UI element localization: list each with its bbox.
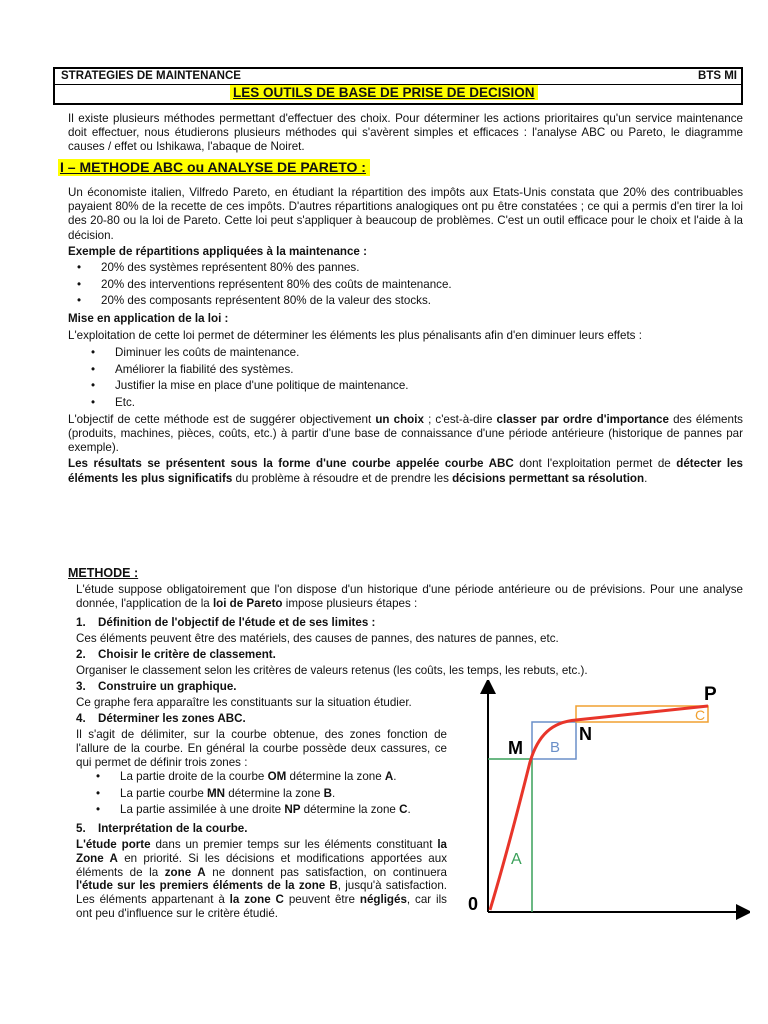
label-origin: 0 (468, 894, 479, 914)
list-item: • Etc. (115, 395, 409, 412)
example-title: Exemple de répartitions appliquées à la maintenance : (68, 245, 367, 258)
step-5-title: 5. Interprétation de la courbe. (76, 822, 248, 835)
pareto-abc-diagram (460, 680, 750, 930)
header-class: BTS MI (698, 70, 737, 82)
list-item: • 20% des interventions représentent 80% des coûts de maintenance. (101, 277, 452, 294)
objective-paragraph: L'objectif de cette méthode est de suggérer objectivement un choix ; c'est-à-dire classer par ordre d'importance des éléments (produits, machines, pièces, coûts, etc.) à partir d'une base de connaissance d'une période antérieure (historique de pannes par exemple). (68, 413, 743, 455)
list-item: • Améliorer la fiabilité des systèmes. (115, 362, 409, 379)
zone-a-label: A (511, 851, 522, 868)
list-item-zone-c: • La partie assimilée à une droite NP détermine la zone C. (120, 802, 411, 819)
label-p: P (704, 684, 717, 705)
label-m: M (508, 738, 523, 758)
page-header (53, 67, 743, 105)
label-n: N (579, 724, 592, 744)
pareto-paragraph: Un économiste italien, Vilfredo Pareto, en étudiant la répartition des impôts aux Etats-Unis constata que 20% des contribuables payaient 80% de la recette de ces impôts. D'autres répartitions analogiques ont pu être constatées ; ce qui a permis d'en tirer la loi des 20-80 ou la loi de Pareto. Cette loi peut s'appliquer à beaucoup de problèmes. C'est un outil efficace pour le choix et l'aide à la décision. (68, 186, 743, 242)
step-5-text: L'étude porte dans un premier temps sur les éléments constituant la Zone A en priorité. Si les décisions et modifications apportées aux éléments de la zone A ne donnent pas satisfaction, on continuera l'étude sur les premiers éléments de la zone B, jusqu'à satisfaction. Les éléments appartenant à la zone C peuvent être négligés, car ils ont peu d'influence sur le critère étudié. (76, 838, 447, 920)
example-list (101, 260, 452, 310)
intro-paragraph: Il existe plusieurs méthodes permettant d'effectuer des choix. Pour déterminer les actions prioritaires qu'un service maintenance doit effectuer, nous étudierons plusieurs méthodes qui s'avèrent simples et efficaces : l'analyse ABC ou Pareto, le diagramme causes / effet ou Ishikawa, l'abaque de Noiret. (68, 112, 743, 154)
list-item-zone-b: • La partie courbe MN détermine la zone B. (120, 786, 411, 803)
header-course: STRATEGIES DE MAINTENANCE (61, 70, 241, 82)
list-item: • Diminuer les coûts de maintenance. (115, 345, 409, 362)
step-1-title: 1. Définition de l'objectif de l'étude et de ses limites : (76, 616, 376, 629)
application-list (115, 345, 409, 411)
list-item-zone-a: • La partie droite de la courbe OM détermine la zone A. (120, 769, 411, 786)
pareto-curve (490, 706, 708, 910)
step-4-title: 4. Déterminer les zones ABC. (76, 712, 246, 725)
section-title-pareto: I – METHODE ABC ou ANALYSE DE PARETO : (58, 159, 370, 176)
step-4-text: Il s'agit de délimiter, sur la courbe obtenue, des zones fonction de l'allure de la courbe. En général la courbe possède deux cassures, ce qui permet de définir trois zones : (76, 728, 447, 769)
zone-c-label: C (695, 707, 706, 723)
results-paragraph: Les résultats se présentent sous la forme d'une courbe appelée courbe ABC dont l'exploitation permet de détecter les éléments les plus significatifs du problème à résoudre et de prendre les décisions permettant sa résolution. (68, 457, 744, 485)
zones-list (120, 769, 411, 819)
step-3-text: Ce graphe fera apparaître les constituants sur la situation étudier. (76, 696, 412, 709)
application-intro: L'exploitation de cette loi permet de déterminer les éléments les plus pénalisants afin d'en diminuer leurs effets : (68, 329, 642, 342)
methode-title: METHODE : (68, 566, 139, 580)
page-title: LES OUTILS DE BASE DE PRISE DE DECISION (230, 85, 538, 100)
step-1-text: Ces éléments peuvent être des matériels, des causes de pannes, des natures de pannes, etc. (76, 632, 559, 645)
methode-intro: L'étude suppose obligatoirement que l'on dispose d'un historique d'une période antérieure ou de prévisions. Pour une analyse donnée, l'application de la loi de Pareto impose plusieurs étapes : (76, 583, 743, 611)
application-title: Mise en application de la loi : (68, 312, 229, 325)
list-item: • 20% des systèmes représentent 80% des pannes. (101, 260, 452, 277)
step-2-title: 2. Choisir le critère de classement. (76, 648, 276, 661)
step-3-title: 3. Construire un graphique. (76, 680, 237, 693)
list-item: • 20% des composants représentent 80% de la valeur des stocks. (101, 293, 452, 310)
zone-b-label: B (550, 739, 561, 756)
step-2-text: Organiser le classement selon les critères de valeurs retenus (les coûts, les temps, les rebuts, etc.). (76, 664, 588, 677)
list-item: • Justifier la mise en place d'une politique de maintenance. (115, 378, 409, 395)
